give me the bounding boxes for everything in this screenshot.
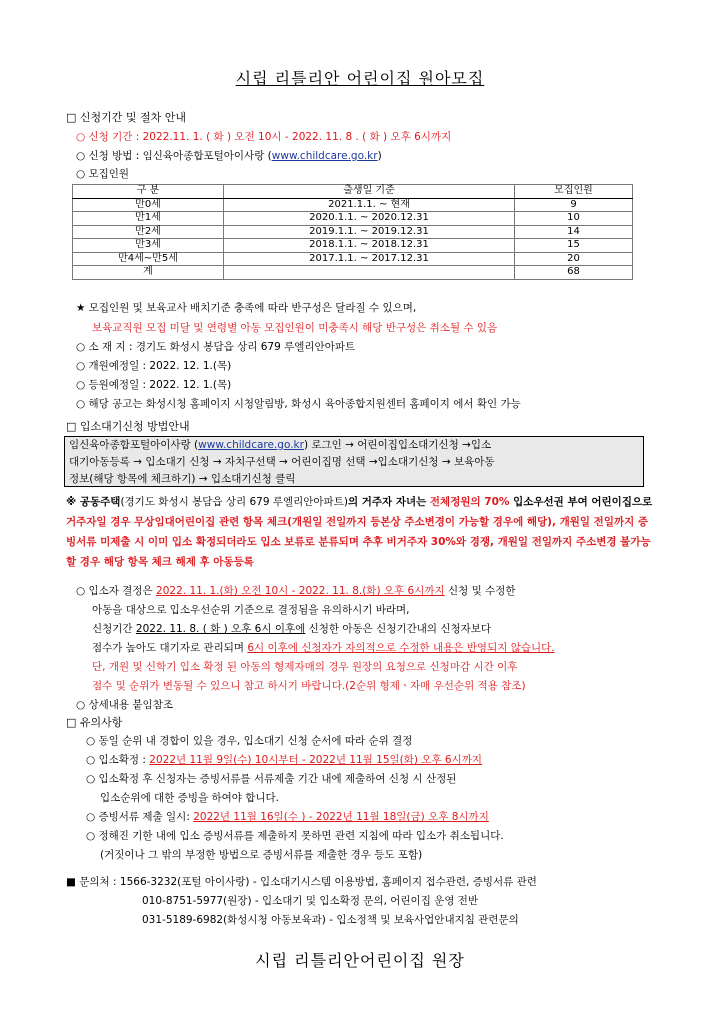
submit-label: ○ 증빙서류 제출 일시: <box>86 811 194 823</box>
cell-birth: 2017.1.1. ~ 2017.12.31 <box>224 252 515 266</box>
apply-method <box>76 148 382 163</box>
cell-category: 만4세~만5세 <box>73 252 224 266</box>
cell-category: 만1세 <box>73 212 224 226</box>
notice-c: 의 거주자 자녀는 <box>347 496 430 508</box>
confirm-label: ○ 입소확정 : <box>86 754 150 766</box>
cell-quota: 15 <box>515 239 633 253</box>
decision-line-1 <box>76 583 516 598</box>
apply-steps-line-3: 정보(해당 항목에 체크하기) → 입소대기신청 클릭 <box>69 473 296 485</box>
class-note: ★ 모집인원 및 보육교사 배치기준 충족에 따라 반구성은 달라질 수 있으며, <box>76 302 417 314</box>
note-cancel: ○ 정해진 기한 내에 입소 증빙서류를 제출하지 못하면 관련 지침에 따라 입소가 취소됩니다. <box>86 830 504 842</box>
table-header-row <box>73 185 633 199</box>
section-heading-notes: □ 유의사항 <box>66 716 123 729</box>
announce-note: ○ 해당 공고는 화성시청 홈페이지 시청알림방, 화성시 육아종합지원센터 홈페이지 에서 확인 가능 <box>76 398 521 410</box>
cell-category: 만2세 <box>73 225 224 239</box>
table-row <box>73 252 633 266</box>
decision-line-3 <box>92 621 491 636</box>
quota-label: ○ 모집인원 <box>76 168 130 180</box>
cell-birth: 2018.1.1. ~ 2018.12.31 <box>224 239 515 253</box>
class-note-warning: 보육교직원 모집 미달 및 연령별 아동 모집인원이 미충족시 해당 반구성은 취소될 수 있음 <box>92 322 498 334</box>
apply-period: ○ 신청 기간 : 2022.11. 1. ( 화 ) 오전 10시 - 2022. 11. 8 . ( 화 ) 오후 6시까지 <box>76 131 452 143</box>
table-row <box>73 212 633 226</box>
section-heading-period: □ 신청기간 및 절차 안내 <box>66 111 187 124</box>
apply-method-prefix: ○ 신청 방법 : 임신육아종합포털아이사랑 ( <box>76 150 272 162</box>
decision-l3-prefix: 신청기간 <box>92 623 136 635</box>
notice-a: ※ 공동주택 <box>66 496 121 508</box>
cell-category: 만0세 <box>73 198 224 212</box>
decision-l4-prefix: 점수가 높아도 대기자로 관리되며 <box>92 642 248 654</box>
table-total-row <box>73 266 633 280</box>
cell-total-label: 계 <box>73 266 224 280</box>
decision-deadline: 2022. 11. 8. ( 화 ) 오후 6시 이후에 <box>135 623 306 635</box>
table-row <box>73 225 633 239</box>
decision-line-4 <box>92 640 555 655</box>
cell-birth: 2020.1.1. ~ 2020.12.31 <box>224 212 515 226</box>
note-rank: ○ 동일 순위 내 경합이 있을 경우, 입소대기 신청 순서에 따라 순위 결정 <box>86 735 413 747</box>
col-quota-header: 모집인원 <box>515 185 633 199</box>
step-prefix: 임신육아종합포털아이사랑 ( <box>69 439 199 451</box>
col-category-header: 구 분 <box>73 185 224 199</box>
cell-quota: 10 <box>515 212 633 226</box>
contact-city: 031-5189-6982(화성시청 아동보육과) - 입소정책 및 보육사업안내지침 관련문의 <box>142 914 519 926</box>
decision-l3-suffix: 신청한 아동은 신청기간내의 신청자보다 <box>305 623 492 635</box>
cell-quota: 14 <box>515 225 633 239</box>
confirm-period: 2022년 11월 9일(수) 10시부터 - 2022년 11월 15일(화) 오후 6시까지 <box>149 754 483 766</box>
cell-category: 만3세 <box>73 239 224 253</box>
notice-b: (경기도 화성시 봉담읍 상리 679 루엘리안아파트) <box>120 496 348 508</box>
section-heading-apply: □ 입소대기신청 방법안내 <box>66 420 190 433</box>
childcare-link-box[interactable]: www.childcare.go.kr <box>198 439 304 451</box>
enter-date: ○ 등원예정일 : 2022. 12. 1.(목) <box>76 379 232 391</box>
apply-steps-line-2: 대기아동등록 → 입소대기 신청 → 자치구선택 → 어린이집명 선택 →입소대기신청 → 보육아동 <box>69 456 495 468</box>
decision-line-6: 점수 및 순위가 변동될 수 있으니 참고 하시기 바랍니다.(2순위 형제ㆍ자매 우선순위 적용 참조) <box>92 680 526 692</box>
cell-quota: 20 <box>515 252 633 266</box>
apply-steps-box <box>64 436 644 487</box>
notice-e: 입소우선권 부여 어린이집으로 <box>509 496 653 508</box>
decision-line-5: 단, 개원 및 신학기 입소 확정 된 아동의 형제자매의 경우 원장의 요청으로 신청마감 시간 이후 <box>92 661 518 673</box>
details-note: ○ 상세내용 붙임참조 <box>76 699 173 711</box>
note-evidence-cont: 입소순위에 대한 증빙을 하여야 합니다. <box>100 792 279 804</box>
cell-quota: 9 <box>515 198 633 212</box>
contact-director: 010-8751-5977(원장) - 입소대기 및 입소확정 문의, 어린이집 운영 전반 <box>142 895 479 907</box>
cell-birth: 2019.1.1. ~ 2019.12.31 <box>224 225 515 239</box>
decision-period: 2022. 11. 1.(화) 오전 10시 - 2022. 11. 8.(화) 오후 6시까지 <box>156 585 445 597</box>
open-date: ○ 개원예정일 : 2022. 12. 1.(목) <box>76 360 232 372</box>
signature-title: 시립 리틀리안어린이집 원장 <box>255 951 465 970</box>
table-row <box>73 239 633 253</box>
apply-method-suffix: ) <box>377 150 382 162</box>
note-submit <box>86 809 489 824</box>
apply-steps-line-1 <box>69 437 643 454</box>
cell-total-empty <box>224 266 515 280</box>
address: ○ 소 재 지 : 경기도 화성시 봉담읍 상리 679 루엘리안아파트 <box>76 341 356 353</box>
childcare-link[interactable]: www.childcare.go.kr <box>271 150 378 162</box>
note-confirm <box>86 752 482 767</box>
decision-line-2: 아동을 대상으로 입소우선순위 기준으로 결정됨을 유의하시기 바라며, <box>92 604 410 616</box>
notice-resident-rule: 거주자일 경우 무상임대어린이집 관련 항목 체크(개원일 전일까지 등본상 주소변경이 가능할 경우에 해당), 개원일 전일까지 증빙서류 미제출 시 이미 입소 확정되더라도 입소 보류로 분류되며 추후 비거주자 30%와 경쟁, 개원일 전일까지 주소변경 불가능할 경우 해당 항목 체크 해제 후 아동등록 <box>66 516 651 568</box>
step-suffix: ) 로그인 → 어린이집입소대기신청 →입소 <box>303 439 492 451</box>
decision-suffix: 신청 및 수정한 <box>444 585 516 597</box>
note-evidence: ○ 입소확정 후 신청자는 증빙서류를 서류제출 기간 내에 제출하여 신청 시 산정된 <box>86 773 457 785</box>
col-birth-header: 출생일 기준 <box>224 185 515 199</box>
page-title: 시립 리틀리안 어린이집 원아모집 <box>235 69 485 88</box>
decision-prefix: ○ 입소자 결정은 <box>76 585 157 597</box>
decision-l4-warning: 6시 이후에 신청자가 자의적으로 수정한 내용은 반영되지 않습니다. <box>247 642 555 654</box>
cell-total-quota: 68 <box>515 266 633 280</box>
submit-period: 2022년 11월 16일(수 ) - 2022년 11월 18일(금) 오후 8시까지 <box>193 811 489 823</box>
cell-birth: 2021.1.1. ~ 현재 <box>224 198 515 212</box>
contact-portal: ■ 문의처 : 1566-3232(포털 아이사랑) - 입소대기시스템 이용방법, 홈페이지 접수관련, 증빙서류 관련 <box>66 876 537 888</box>
priority-notice <box>66 492 656 572</box>
recruitment-table <box>72 184 633 280</box>
note-cancel-cont: (거짓이나 그 밖의 부정한 방법으로 증빙서류를 제출한 경우 등도 포함) <box>100 849 423 861</box>
notice-quota: 전체정원의 70% <box>429 496 510 508</box>
table-row <box>73 198 633 212</box>
